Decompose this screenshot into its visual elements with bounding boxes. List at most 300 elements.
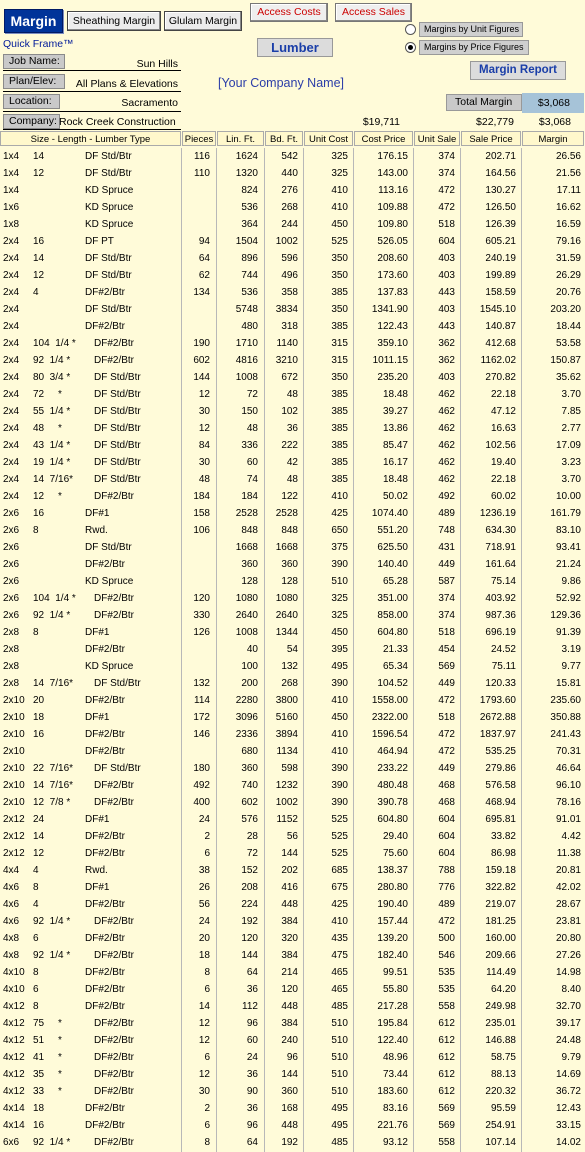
cell-unit-cost: 325 (331, 151, 348, 162)
cell-cost-price: 65.28 (382, 576, 408, 587)
cell-sale-price: 126.39 (485, 219, 516, 230)
cell-margin: 11.38 (556, 848, 581, 859)
cell-unit-cost: 465 (331, 967, 348, 978)
cell-type: DF#2/Btr (85, 967, 126, 978)
cell-margin: 235.60 (550, 695, 581, 706)
cell-unit-cost: 390 (331, 559, 348, 570)
cell-unit-sale: 449 (438, 678, 455, 689)
cell-linft: 536 (241, 287, 258, 298)
cell-unit-sale: 788 (438, 865, 455, 876)
cell-linft: 2640 (235, 610, 258, 621)
table-row (0, 879, 585, 896)
cell-sale-price: 468.94 (485, 797, 516, 808)
cell-linft: 602 (241, 797, 258, 808)
cell-length: 92 1/4 * (33, 355, 71, 366)
cell-cost-price: 48.96 (382, 1052, 408, 1063)
cell-size: 2x6 (3, 542, 20, 553)
cell-unit-sale: 604 (438, 814, 455, 825)
cell-bdft: 1002 (275, 797, 298, 808)
cell-margin: 350.88 (550, 712, 581, 723)
cell-unit-sale: 518 (438, 219, 455, 230)
cell-bdft: 416 (281, 882, 298, 893)
cell-unit-cost: 650 (331, 525, 348, 536)
cell-cost-price: 625.50 (377, 542, 408, 553)
cell-pieces: 56 (198, 899, 210, 910)
cell-sale-price: 535.25 (485, 746, 516, 757)
cell-size: 2x4 (3, 457, 20, 468)
cell-pieces: 190 (193, 338, 210, 349)
cell-margin: 9.79 (561, 1052, 581, 1063)
cell-linft: 24 (246, 1052, 258, 1063)
cell-bdft: 144 (281, 1069, 298, 1080)
cell-pieces: 134 (193, 287, 210, 298)
cell-type: DF#2/Btr (94, 610, 135, 621)
table-row (0, 437, 585, 454)
cell-type: DF#2/Btr (94, 1069, 135, 1080)
cell-unit-sale: 443 (438, 287, 455, 298)
table-row (0, 488, 585, 505)
cell-linft: 72 (246, 389, 258, 400)
cell-unit-cost: 525 (331, 236, 348, 247)
table-row (0, 845, 585, 862)
cell-unit-cost: 435 (331, 933, 348, 944)
cell-pieces: 84 (198, 440, 210, 451)
cell-margin: 33.15 (555, 1120, 581, 1131)
cell-sale-price: 146.88 (485, 1035, 516, 1046)
cell-type: DF#2/Btr (85, 1001, 126, 1012)
cell-size: 2x12 (3, 831, 25, 842)
table-row (0, 539, 585, 556)
cell-bdft: 598 (281, 763, 298, 774)
cell-bdft: 320 (281, 933, 298, 944)
cell-unit-cost: 495 (331, 661, 348, 672)
sheathing-margin-button[interactable]: Sheathing Margin (67, 11, 161, 31)
cell-margin: 53.58 (555, 338, 581, 349)
cell-length: 33 * (33, 1086, 62, 1097)
cell-type: KD Spruce (85, 661, 134, 672)
cell-unit-sale: 472 (438, 185, 455, 196)
sale-total: $22,779 (476, 116, 514, 128)
cell-cost-price: 137.83 (377, 287, 408, 298)
cell-type: DF#2/Btr (94, 593, 135, 604)
cell-size: 2x4 (3, 491, 20, 502)
cell-sale-price: 270.82 (485, 372, 516, 383)
cell-size: 2x4 (3, 406, 20, 417)
cell-length: 48 * (33, 423, 62, 434)
cell-length: 12 (33, 848, 45, 859)
cell-cost-price: 2322.00 (371, 712, 408, 723)
cell-length: 92 1/4 * (33, 916, 71, 927)
cell-unit-sale: 489 (438, 899, 455, 910)
company-name-placeholder: [Your Company Name] (218, 76, 344, 90)
cell-linft: 192 (241, 916, 258, 927)
cell-length: 12 (33, 168, 45, 179)
cell-unit-sale: 449 (438, 559, 455, 570)
cell-size: 2x4 (3, 355, 20, 366)
cell-margin: 17.09 (555, 440, 581, 451)
cell-size: 2x10 (3, 797, 25, 808)
cell-length: 12 7/8 * (33, 797, 71, 808)
cell-pieces: 18 (198, 950, 210, 961)
location-label: Location: (3, 94, 60, 109)
cell-cost-price: 526.05 (377, 236, 408, 247)
job-name-label: Job Name: (3, 54, 65, 69)
cell-sale-price: 412.68 (485, 338, 516, 349)
cell-linft: 64 (246, 1137, 258, 1148)
table-row (0, 216, 585, 233)
cell-size: 2x4 (3, 270, 20, 281)
cell-type: DF Std/Btr (85, 151, 132, 162)
job-name-value[interactable]: Sun Hills (136, 58, 178, 70)
cell-cost-price: 65.34 (382, 661, 408, 672)
cell-linft: 64 (246, 967, 258, 978)
table-row (0, 607, 585, 624)
cell-type: DF Std/Btr (94, 763, 141, 774)
cell-unit-sale: 374 (438, 168, 455, 179)
cell-unit-sale: 362 (438, 338, 455, 349)
cell-bdft: 440 (281, 168, 298, 179)
total-margin-label: Total Margin (446, 94, 522, 111)
cell-bdft: 672 (281, 372, 298, 383)
table-row (0, 1134, 585, 1151)
table-row (0, 556, 585, 573)
cell-cost-price: 18.48 (382, 389, 408, 400)
plan-label: Plan/Elev: (3, 74, 65, 89)
cell-bdft: 268 (281, 202, 298, 213)
cell-linft: 4816 (235, 355, 258, 366)
cell-linft: 128 (241, 576, 258, 587)
cell-unit-sale: 403 (438, 270, 455, 281)
cell-type: DF Std/Btr (94, 406, 141, 417)
table-row (0, 709, 585, 726)
cell-bdft: 1002 (275, 236, 298, 247)
cell-linft: 480 (241, 321, 258, 332)
cell-linft: 60 (246, 457, 258, 468)
radio-unit-figures[interactable] (405, 24, 416, 35)
location-value[interactable]: Sacramento (121, 97, 178, 109)
glulam-margin-button[interactable]: Glulam Margin (164, 11, 242, 31)
cell-linft: 2336 (235, 729, 258, 740)
cell-length: 104 1/4 * (33, 593, 76, 604)
cell-cost-price: 109.80 (377, 219, 408, 230)
table-row (0, 471, 585, 488)
access-costs-button[interactable]: Access Costs (250, 3, 328, 22)
cell-linft: 3096 (235, 712, 258, 723)
table-row (0, 998, 585, 1015)
cell-linft: 536 (241, 202, 258, 213)
cell-type: DF#2/Btr (94, 1018, 135, 1029)
cell-sale-price: 75.11 (491, 661, 516, 672)
cell-unit-sale: 462 (438, 389, 455, 400)
cell-linft: 824 (241, 185, 258, 196)
cell-unit-cost: 495 (331, 1103, 348, 1114)
cell-length: 18 (33, 1103, 45, 1114)
cell-sale-price: 322.82 (485, 882, 516, 893)
job-name-underline (3, 70, 181, 71)
cell-unit-sale: 569 (438, 661, 455, 672)
cell-linft: 1008 (235, 372, 258, 383)
cell-type: DF#2/Btr (94, 780, 135, 791)
table-row (0, 624, 585, 641)
cell-bdft: 3894 (275, 729, 298, 740)
cell-margin: 14.69 (555, 1069, 581, 1080)
col-header-cost-price: Cost Price (354, 131, 413, 146)
cell-bdft: 36 (286, 423, 298, 434)
cell-bdft: 122 (281, 491, 298, 502)
cell-sale-price: 1837.97 (479, 729, 516, 740)
cell-bdft: 1668 (275, 542, 298, 553)
cell-size: 2x10 (3, 695, 25, 706)
cell-bdft: 48 (286, 389, 298, 400)
cell-type: DF#2/Btr (85, 984, 126, 995)
cell-cost-price: 93.12 (382, 1137, 408, 1148)
company-value[interactable]: Rock Creek Construction (59, 116, 176, 128)
cell-bdft: 128 (281, 576, 298, 587)
cell-bdft: 358 (281, 287, 298, 298)
cell-pieces: 110 (194, 168, 210, 179)
table-row (0, 658, 585, 675)
cell-unit-cost: 385 (331, 321, 348, 332)
cell-size: 2x8 (3, 627, 20, 638)
cell-sale-price: 161.64 (485, 559, 516, 570)
cell-sale-price: 159.18 (485, 865, 516, 876)
cell-size: 4x14 (3, 1103, 25, 1114)
cell-size: 4x12 (3, 1086, 25, 1097)
table-row (0, 777, 585, 794)
cell-type: DF Std/Btr (94, 457, 141, 468)
cell-margin: 52.92 (555, 593, 581, 604)
cell-margin: 27.26 (555, 950, 581, 961)
table-row (0, 590, 585, 607)
cell-size: 2x8 (3, 678, 20, 689)
cell-bdft: 268 (281, 678, 298, 689)
cell-length: 8 (33, 967, 39, 978)
cell-margin: 17.11 (556, 185, 581, 196)
cell-margin: 12.43 (555, 1103, 581, 1114)
cell-sale-price: 102.56 (485, 440, 516, 451)
cell-linft: 150 (241, 406, 258, 417)
cell-bdft: 1134 (276, 746, 298, 757)
table-row (0, 148, 585, 165)
cell-unit-cost: 410 (331, 695, 348, 706)
table-row (0, 250, 585, 267)
cell-cost-price: 104.52 (377, 678, 408, 689)
cell-size: 4x4 (3, 865, 20, 876)
cell-type: DF#1 (85, 814, 110, 825)
cell-linft: 144 (241, 950, 258, 961)
cell-unit-cost: 425 (331, 899, 348, 910)
cell-type: DF Std/Btr (85, 542, 132, 553)
cell-pieces: 2 (204, 831, 210, 842)
cell-size: 4x14 (3, 1120, 25, 1131)
cell-type: DF Std/Btr (85, 270, 132, 281)
cell-type: DF#2/Btr (94, 355, 135, 366)
cell-size: 4x8 (3, 950, 20, 961)
cell-bdft: 1080 (275, 593, 298, 604)
table-row (0, 1066, 585, 1083)
cell-length: 16 (33, 236, 45, 247)
radio-unit-label: Margins by Unit Figures (419, 22, 523, 37)
table-row (0, 760, 585, 777)
cell-pieces: 146 (193, 729, 210, 740)
cell-length: 92 1/4 * (33, 610, 71, 621)
table-row (0, 947, 585, 964)
cell-unit-sale: 462 (438, 440, 455, 451)
cell-linft: 36 (246, 1069, 258, 1080)
cell-cost-price: 217.28 (377, 1001, 408, 1012)
cell-type: DF#2/Btr (85, 695, 126, 706)
cell-unit-cost: 395 (331, 644, 348, 655)
cell-margin: 14.02 (555, 1137, 581, 1148)
cell-pieces: 24 (198, 814, 210, 825)
cell-pieces: 12 (198, 1069, 210, 1080)
col-header-margin: Margin (522, 131, 584, 146)
cell-bdft: 384 (281, 916, 298, 927)
cell-sale-price: 88.13 (490, 1069, 516, 1080)
cell-unit-cost: 410 (331, 746, 348, 757)
plan-underline (3, 91, 181, 92)
cell-sale-price: 107.14 (485, 1137, 516, 1148)
cell-length: 12 * (33, 491, 62, 502)
table-row (0, 505, 585, 522)
cell-size: 4x10 (3, 984, 25, 995)
cell-cost-price: 143.00 (377, 168, 408, 179)
cell-margin: 42.02 (555, 882, 581, 893)
cell-bdft: 384 (281, 950, 298, 961)
table-row (0, 692, 585, 709)
cell-size: 2x4 (3, 253, 20, 264)
cell-size: 4x6 (3, 882, 20, 893)
cell-bdft: 448 (281, 899, 298, 910)
cell-unit-cost: 510 (331, 1052, 348, 1063)
cell-cost-price: 351.00 (377, 593, 408, 604)
table-row (0, 233, 585, 250)
cell-cost-price: 858.00 (377, 610, 408, 621)
cell-linft: 112 (242, 1001, 258, 1012)
cell-size: 4x10 (3, 967, 25, 978)
cell-size: 2x6 (3, 559, 20, 570)
cell-size: 2x4 (3, 304, 20, 315)
cell-unit-sale: 604 (438, 848, 455, 859)
cell-size: 2x6 (3, 610, 20, 621)
cell-unit-sale: 472 (438, 202, 455, 213)
cell-pieces: 330 (193, 610, 210, 621)
cell-unit-cost: 410 (331, 185, 348, 196)
cell-sale-price: 130.27 (485, 185, 516, 196)
cell-linft: 184 (241, 491, 258, 502)
table-row (0, 1032, 585, 1049)
cell-cost-price: 221.76 (377, 1120, 408, 1131)
cell-size: 2x6 (3, 508, 20, 519)
cell-unit-sale: 431 (438, 542, 455, 553)
cell-size: 2x10 (3, 746, 25, 757)
cell-cost-price: 85.47 (382, 440, 408, 451)
col-header-linft: Lin. Ft. (217, 131, 264, 146)
cell-cost-price: 83.16 (382, 1103, 408, 1114)
cell-type: DF Std/Btr (94, 372, 141, 383)
cell-sale-price: 279.86 (485, 763, 516, 774)
cell-sale-price: 209.66 (485, 950, 516, 961)
cell-unit-sale: 472 (438, 695, 455, 706)
cell-cost-price: 480.48 (377, 780, 408, 791)
cell-unit-cost: 390 (331, 780, 348, 791)
cell-linft: 336 (241, 440, 258, 451)
cell-size: 1x4 (3, 151, 20, 162)
cell-sale-price: 1162.02 (480, 355, 516, 366)
cell-size: 2x6 (3, 525, 20, 536)
cell-type: DF#2/Btr (85, 287, 126, 298)
cell-pieces: 114 (194, 695, 210, 706)
cell-bdft: 96 (286, 1052, 298, 1063)
cell-linft: 72 (246, 848, 258, 859)
table-row (0, 284, 585, 301)
cell-size: 2x4 (3, 236, 20, 247)
cell-length: 24 (33, 814, 45, 825)
cell-pieces: 6 (204, 984, 210, 995)
cell-length: 92 1/4 * (33, 1137, 71, 1148)
cell-bdft: 1140 (276, 338, 298, 349)
table-row (0, 301, 585, 318)
col-header-pieces: Pieces (182, 131, 216, 146)
cell-unit-cost: 315 (331, 355, 348, 366)
cell-unit-sale: 449 (438, 763, 455, 774)
table-row (0, 1117, 585, 1134)
cell-bdft: 542 (281, 151, 298, 162)
cell-sale-price: 403.92 (485, 593, 516, 604)
col-header-unit-cost: Unit Cost (304, 131, 353, 146)
cell-cost-price: 122.43 (377, 321, 408, 332)
cell-type: DF#2/Btr (85, 899, 126, 910)
access-sales-button[interactable]: Access Sales (335, 3, 412, 22)
cell-linft: 1624 (235, 151, 258, 162)
radio-price-figures[interactable] (405, 42, 416, 53)
cell-unit-sale: 612 (438, 1069, 455, 1080)
cell-bdft: 54 (286, 644, 298, 655)
cell-pieces: 38 (198, 865, 210, 876)
cell-unit-cost: 450 (331, 219, 348, 230)
cell-margin: 26.29 (555, 270, 581, 281)
cell-cost-price: 113.16 (378, 185, 408, 196)
cell-cost-price: 233.22 (377, 763, 408, 774)
cell-unit-sale: 362 (438, 355, 455, 366)
cell-type: DF Std/Btr (94, 389, 141, 400)
cell-unit-sale: 462 (438, 423, 455, 434)
table-row (0, 199, 585, 216)
cell-size: 4x12 (3, 1069, 25, 1080)
table-row (0, 828, 585, 845)
cell-type: DF#1 (85, 508, 110, 519)
cell-length: 14 7/16* (33, 780, 74, 791)
cell-type: DF#2/Btr (94, 1035, 135, 1046)
cell-unit-cost: 450 (331, 712, 348, 723)
cell-cost-price: 50.02 (382, 491, 408, 502)
cell-cost-price: 122.40 (377, 1035, 408, 1046)
table-row (0, 675, 585, 692)
cell-bdft: 168 (281, 1103, 298, 1114)
table-row (0, 981, 585, 998)
cell-sale-price: 158.59 (485, 287, 516, 298)
cell-length: 20 (33, 695, 45, 706)
cell-pieces: 144 (193, 372, 210, 383)
table-row (0, 1049, 585, 1066)
cell-sale-price: 24.52 (490, 644, 516, 655)
plan-value[interactable]: All Plans & Elevations (75, 78, 178, 90)
cell-sale-price: 202.71 (485, 151, 516, 162)
table-row (0, 811, 585, 828)
cell-linft: 740 (241, 780, 258, 791)
cell-margin: 23.81 (555, 916, 581, 927)
cell-size: 1x8 (3, 219, 20, 230)
